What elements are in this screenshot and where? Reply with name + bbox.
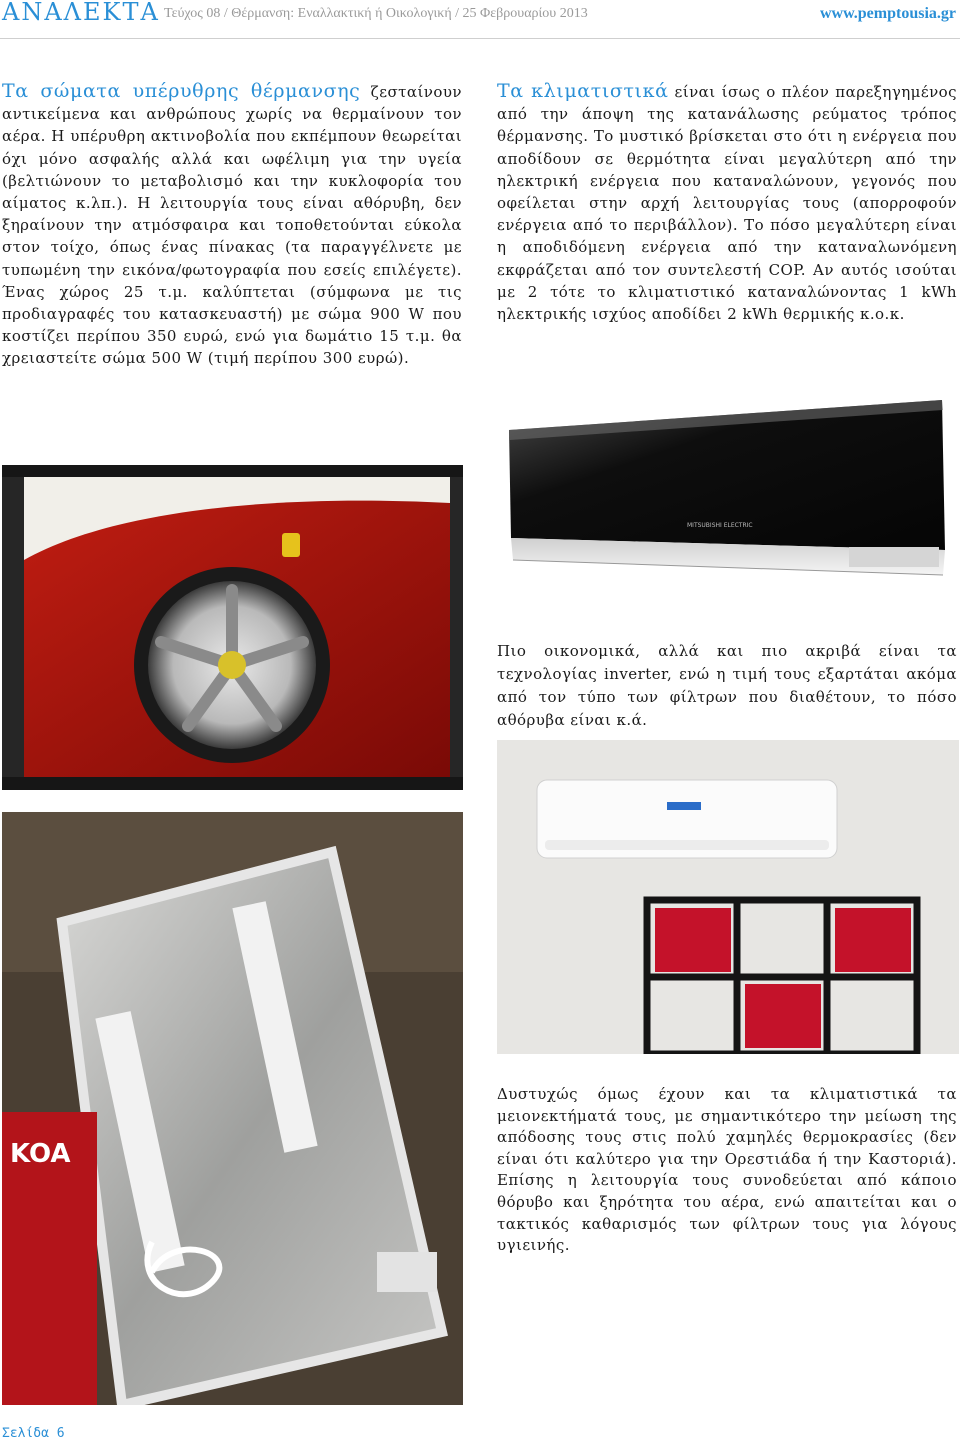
magazine-brand: ΑΝΑΛΕΚΤΑ	[2, 0, 160, 26]
site-link[interactable]: www.pemptousia.gr	[819, 5, 956, 22]
white-air-conditioner-photo	[497, 740, 959, 1054]
aircon-paragraph	[497, 80, 957, 325]
header-divider	[0, 38, 960, 39]
infrared-paragraph	[2, 80, 462, 370]
aircon-heading: Τα κλιματιστικά	[497, 80, 669, 102]
infrared-heading: Τα σώματα υπέρυθρης θέρμανσης	[2, 80, 361, 102]
heater-brand-label: KOA	[10, 1139, 71, 1169]
infrared-heater-photo	[2, 812, 463, 1405]
aircon-body: είναι ίσως ο πλέον παρεξηγημένος από την άποψη της κατανάλωσης ρεύματος τρόπος θέρμανσης. Το μυστικό βρίσκεται στο ότι η ενέργεια που αποδίδουν σε θερμότητα είναι μεγαλύτερη από την ηλεκτρική ενέργεια που καταναλώνουν, γεγονός που οφείλεται στην αρχή λειτουργίας τους (απορροφούν ενέργεια από το περιβάλλον). Το πόσο μεγαλύτερη είναι η αποδιδόμενη ενέργεια από την καταναλωνόμενη εκφράζεται από τον συντελεστή COP. Αν αυτός ισούται με 2 τότε το κλιματιστικό καταναλώνοντας 1 kWh ηλεκτρικής ισχύος αποδίδει 2 kWh θερμικής κ.ο.κ.	[497, 83, 958, 324]
drawbacks-paragraph: Δυστυχώς όμως έχουν και τα κλιματιστικά τα μειονεκτήματά τους, με σημαντικότερο την μείωση της απόδοσης τους στις πολύ χαμηλές θερμοκρασίες (δεν είναι ότι καλύτερο για την Ορεστιάδα ή την Καστοριά). Επίσης η λειτουργία τους συνοδεύεται από κάποιο θόρυβο και ξηρότητα του αέρα, ενώ απαιτείται και ο τακτικός καθαρισμός των φίλτρων τους για λόγους υγιεινής.	[497, 1085, 957, 1255]
ac-brand-mark: MITSUBISHI ELECTRIC	[687, 522, 753, 529]
ferrari-heater-panel-photo	[2, 465, 463, 790]
issue-line: Τεύχος 08 / Θέρμανση: Εναλλακτική ή Οικολογική / 25 Φεβρουαρίου 2013	[164, 6, 588, 21]
page-header	[0, 0, 960, 30]
infrared-body: ζεσταίνουν αντικείμενα και ανθρώπους χωρίς να θερμαίνουν τον αέρα. Η υπέρυθρη ακτινοβολία που εκπέμπουν θεωρείται όχι μόνο ασφαλής αλλά και ωφέλιμη για την υγεία (βελτιώνουν το μεταβολισμό και την κυκλοφορία του αίματος κ.λπ.). Η λειτουργία τους είναι αθόρυβη, δεν ξηραίνουν την ατμόσφαιρα και τοποθετούνται εύκολα στον τοίχο, όπως ένας πίνακας (τα παραγγέλνετε με τυπωμένη την εικόνα/φωτογραφία που εσείς επιλέγετε). Ένας χώρος 25 τ.μ. καλύπτεται (σύμφωνα με τις προδιαγραφές του κατασκευαστή) με σώμα 900 W που κοστίζει περίπου 350 ευρώ, ενώ για δωμάτιο 15 τ.μ. θα χρειαστείτε σώμα 500 W (τιμή περίπου 300 ευρώ).	[2, 83, 462, 368]
page-number: Σελίδα 6	[2, 1426, 65, 1441]
inverter-paragraph: Πιο οικονομικά, αλλά και πιο ακριβά είναι τα τεχνολογίας inverter, ενώ η τιμή τους εξαρτάται ακόμα από τον τύπο των φίλτρων που διαθέτουν, το πόσο αθόρυβα είναι κ.ά.	[497, 642, 957, 729]
black-air-conditioner-photo	[497, 390, 959, 610]
